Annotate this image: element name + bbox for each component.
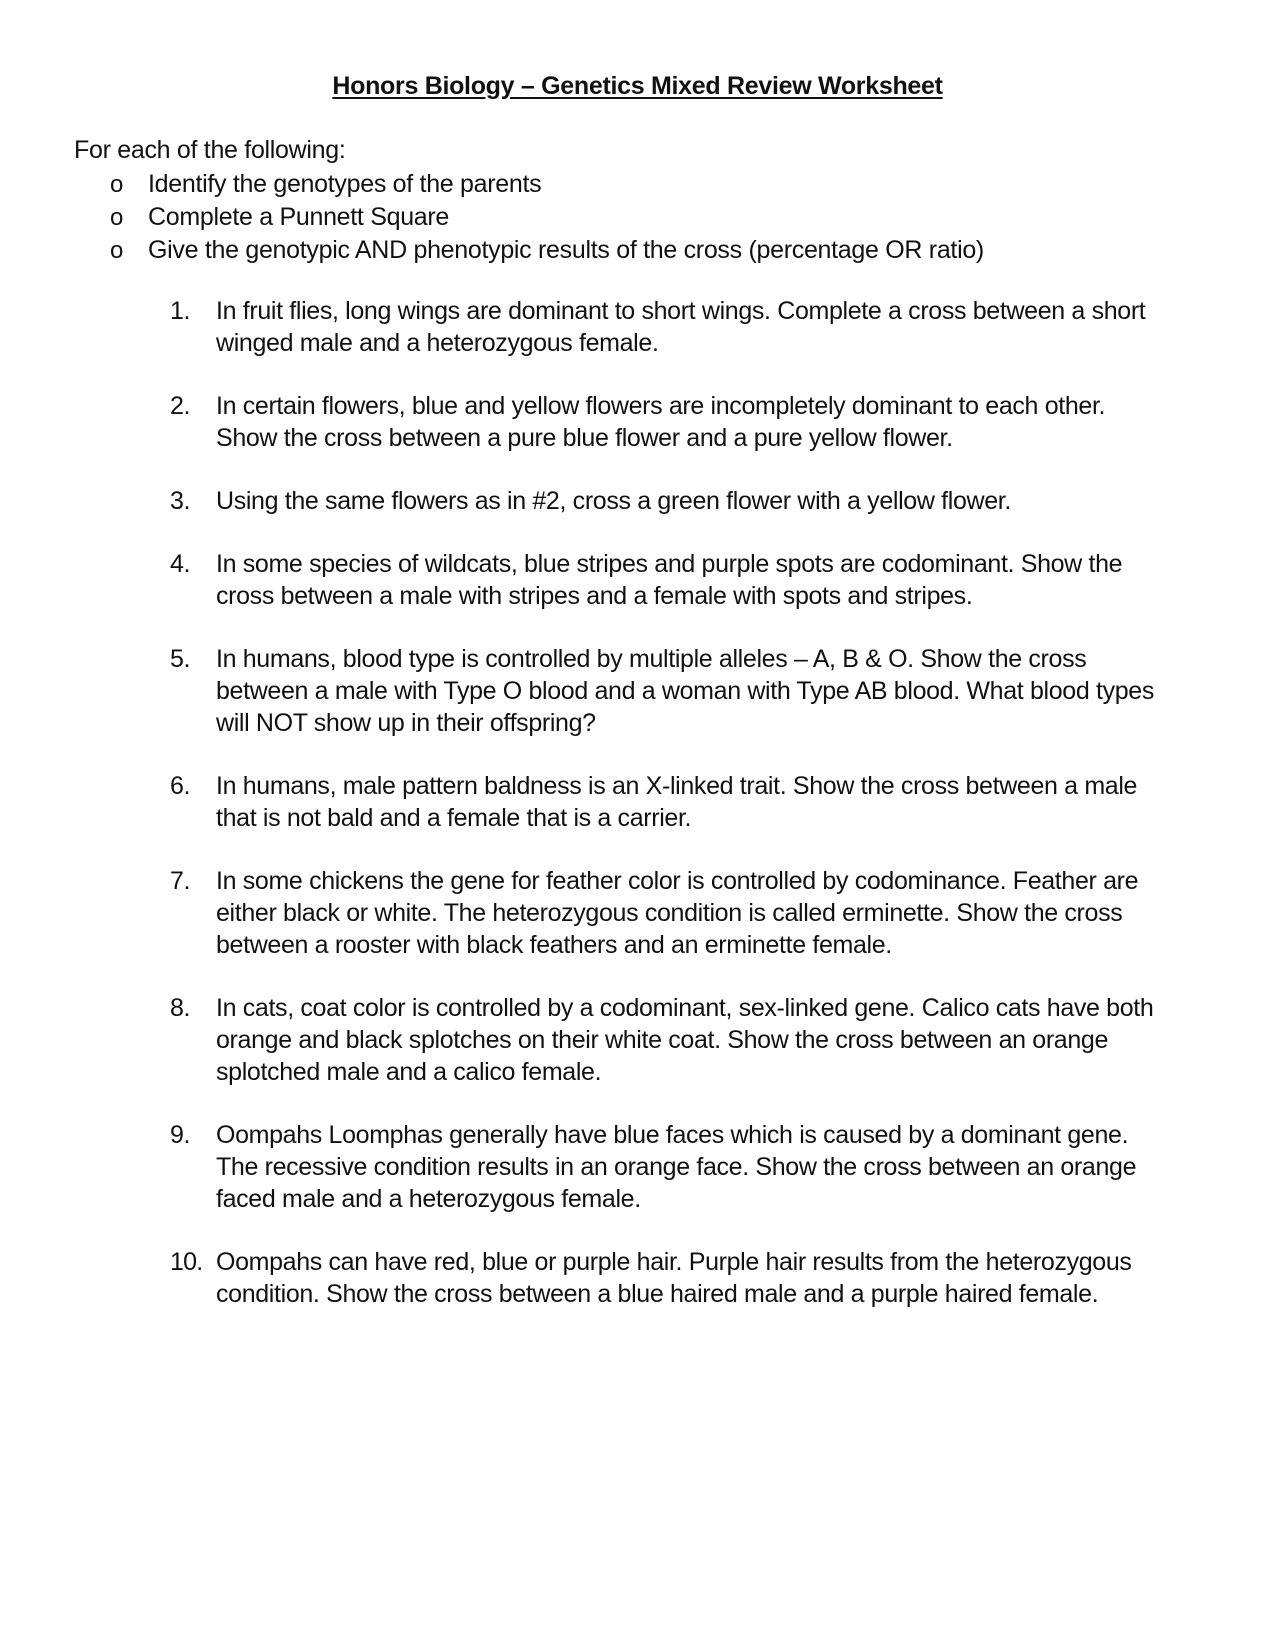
- question-text: Using the same flowers as in #2, cross a green flower with a yellow flower.: [216, 487, 1011, 515]
- question-list: [170, 295, 1170, 1341]
- bullet-marker: o: [110, 204, 124, 231]
- question-text: In some chickens the gene for feather color is controlled by codominance. Feather are either black or white. The heterozygous condition is called erminette. Show the cross between a rooster with black feathers and an erminette female.: [216, 867, 1139, 959]
- instruction-item: [110, 234, 984, 267]
- question-item: [170, 295, 1170, 359]
- instructions-list: [110, 168, 984, 267]
- question-text: In some species of wildcats, blue stripes and purple spots are codominant. Show the cross between a male with stripes and a female with spots and stripes.: [216, 550, 1123, 610]
- worksheet-title: [0, 72, 1275, 101]
- question-number: 5.: [170, 645, 191, 673]
- instruction-item: [110, 201, 984, 234]
- question-item: [170, 992, 1170, 1088]
- question-text: In certain flowers, blue and yellow flowers are incompletely dominant to each other. Show the cross between a pure blue flower and a pure yellow flower.: [216, 392, 1106, 452]
- question-item: [170, 865, 1170, 961]
- instruction-text: Identify the genotypes of the parents: [148, 170, 542, 198]
- worksheet-title-text: Honors Biology – Genetics Mixed Review Worksheet: [332, 72, 943, 100]
- question-number: 3.: [170, 487, 191, 515]
- question-text: In fruit flies, long wings are dominant to short wings. Complete a cross between a short winged male and a heterozygous female.: [216, 297, 1146, 357]
- question-item: [170, 390, 1170, 454]
- question-item: [170, 485, 1170, 517]
- question-text: Oompahs Loomphas generally have blue faces which is caused by a dominant gene. The recessive condition results in an orange face. Show the cross between an orange faced male and a heterozygous female.: [216, 1121, 1137, 1213]
- question-number: 6.: [170, 772, 191, 800]
- question-number: 2.: [170, 392, 191, 420]
- question-number: 10.: [170, 1248, 203, 1276]
- question-item: [170, 1246, 1170, 1310]
- question-text: In humans, blood type is controlled by multiple alleles – A, B & O. Show the cross between a male with Type O blood and a woman with Type AB blood. What blood types will NOT show up in their offspring?: [216, 645, 1154, 737]
- question-text: In humans, male pattern baldness is an X-linked trait. Show the cross between a male that is not bald and a female that is a carrier.: [216, 772, 1138, 832]
- bullet-marker: o: [110, 171, 124, 198]
- instruction-text: Complete a Punnett Square: [148, 203, 450, 231]
- question-item: [170, 770, 1170, 834]
- question-number: 1.: [170, 297, 191, 325]
- instruction-text: Give the genotypic AND phenotypic results of the cross (percentage OR ratio): [148, 236, 984, 264]
- question-text: Oompahs can have red, blue or purple hair. Purple hair results from the heterozygous condition. Show the cross between a blue haired male and a purple haired female.: [216, 1248, 1132, 1308]
- question-item: [170, 1119, 1170, 1215]
- question-item: [170, 643, 1170, 739]
- question-item: [170, 548, 1170, 612]
- question-text: In cats, coat color is controlled by a codominant, sex-linked gene. Calico cats have both orange and black splotches on their white coat. Show the cross between an orange splotched male and a calico female.: [216, 994, 1154, 1086]
- bullet-marker: o: [110, 237, 124, 264]
- instruction-item: [110, 168, 984, 201]
- question-number: 4.: [170, 550, 191, 578]
- question-number: 9.: [170, 1121, 191, 1149]
- question-number: 7.: [170, 867, 191, 895]
- instructions-intro: For each of the following:: [74, 136, 346, 164]
- question-number: 8.: [170, 994, 191, 1022]
